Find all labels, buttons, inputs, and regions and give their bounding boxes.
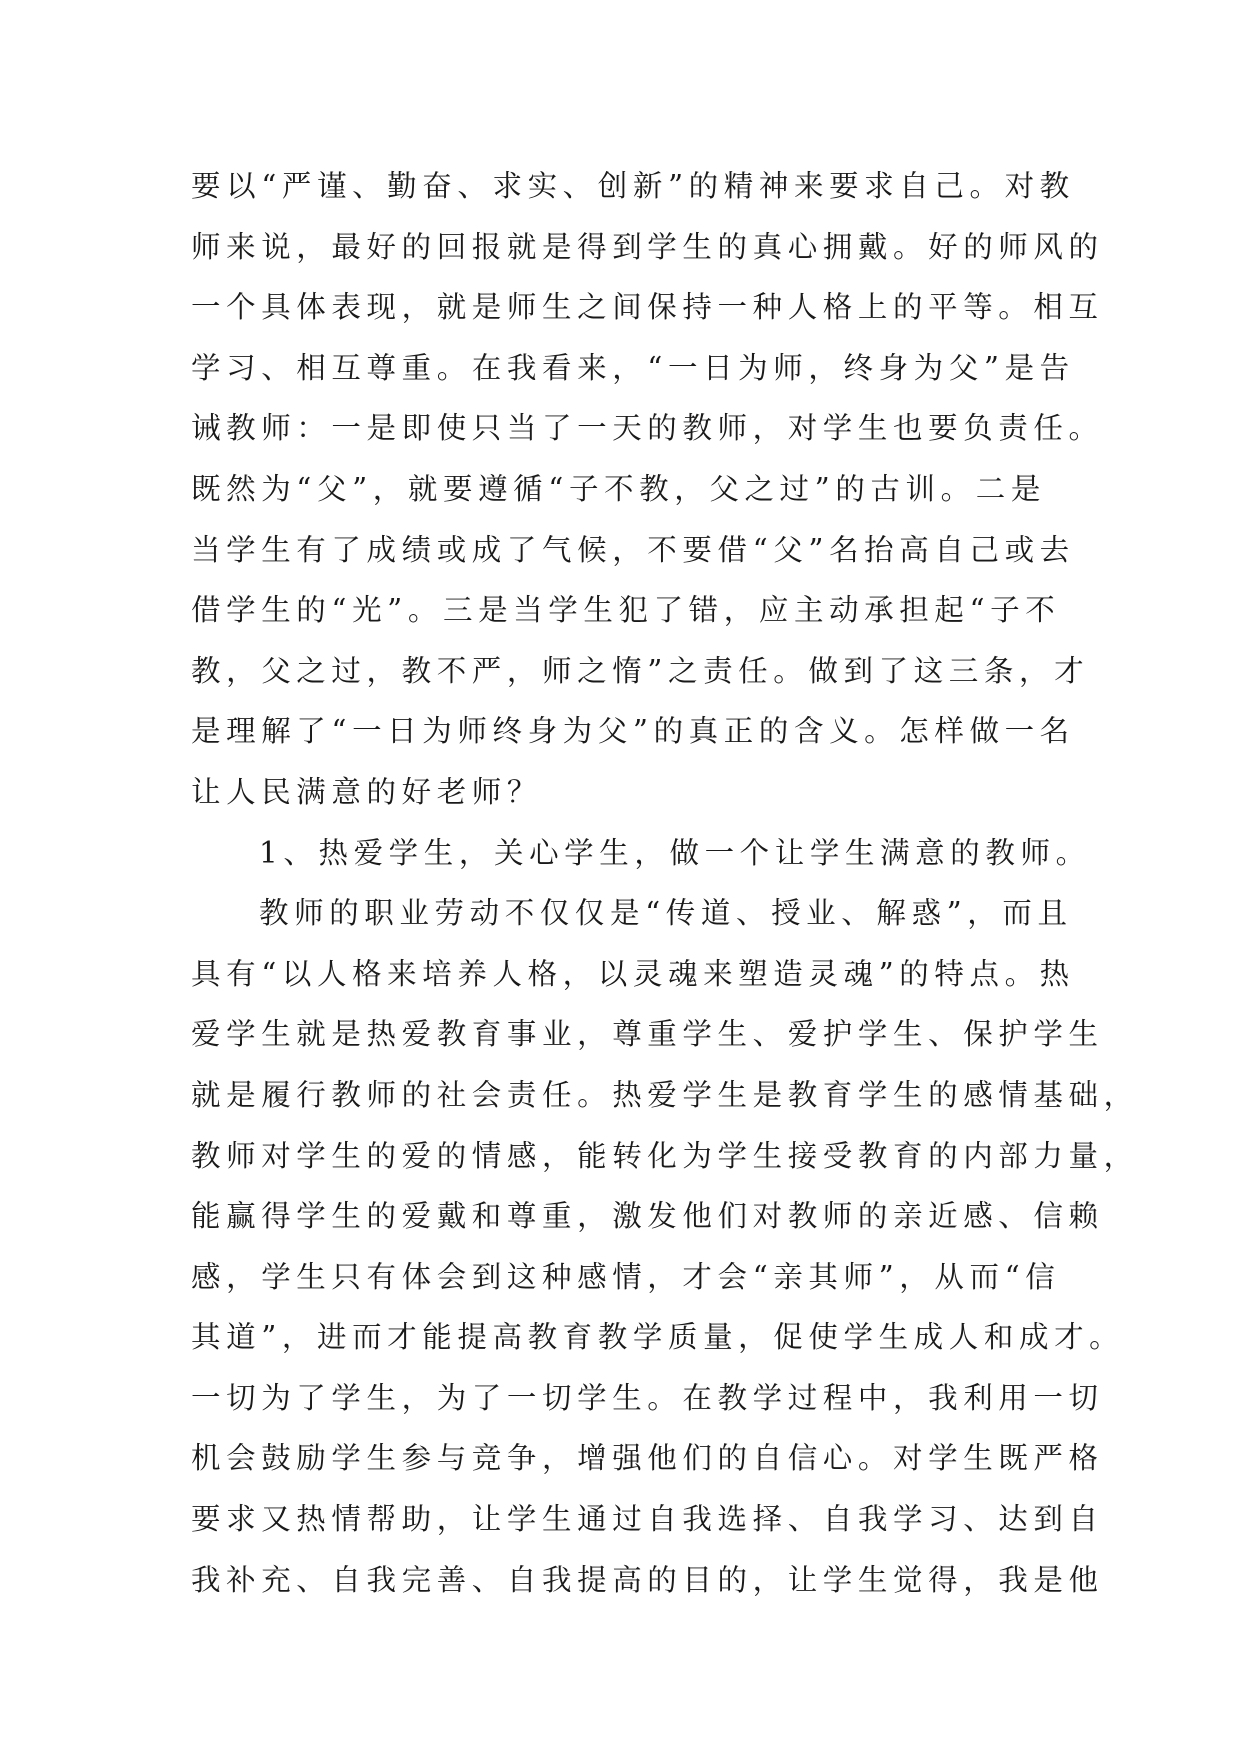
text-line: 能赢得学生的爱戴和尊重，激发他们对教师的亲近感、信赖 <box>191 1199 1104 1234</box>
text-line: 就是履行教师的社会责任。热爱学生是教育学生的感情基础， <box>191 1077 1139 1112</box>
text-line: 要以“严谨、勤奋、求实、创新”的精神来要求自己。对教 <box>191 169 1075 203</box>
paragraph-first-line: 教师的职业劳动不仅仅是“传道、授业、解惑”，而且 <box>259 896 1073 931</box>
body-text <box>191 156 1139 1610</box>
text-line: 学习、相互尊重。在我看来，“一日为师，终身为父”是告 <box>191 350 1075 385</box>
text-line: 让人民满意的好老师？ <box>191 774 543 809</box>
text-line: 其道”，进而才能提高教育教学质量，促使学生成人和成才。 <box>191 1320 1125 1355</box>
text-line: 教，父之过，教不严，师之惰”之责任。做到了这三条，才 <box>191 653 1090 688</box>
text-line: 诫教师：一是即使只当了一天的教师，对学生也要负责任。 <box>191 411 1104 446</box>
text-line: 既然为“父”，就要遵循“子不教，父之过”的古训。二是 <box>191 471 1046 506</box>
text-line: 师来说，最好的回报就是得到学生的真心拥戴。好的师风的 <box>191 229 1104 264</box>
text-line: 机会鼓励学生参与竞争，增强他们的自信心。对学生既严格 <box>191 1441 1104 1476</box>
text-line: 具有“以人格来培养人格，以灵魂来塑造灵魂”的特点。热 <box>191 956 1075 991</box>
text-line: 我补充、自我完善、自我提高的目的，让学生觉得，我是他 <box>191 1562 1104 1597</box>
text-line: 一个具体表现，就是师生之间保持一种人格上的平等。相互 <box>191 290 1104 325</box>
text-line: 教师对学生的爱的情感，能转化为学生接受教育的内部力量， <box>191 1138 1139 1173</box>
section-heading: 1、热爱学生，关心学生，做一个让学生满意的教师。 <box>259 835 1091 870</box>
text-line: 感，学生只有体会到这种感情，才会“亲其师”，从而“信 <box>191 1259 1061 1294</box>
text-line: 是理解了“一日为师终身为父”的真正的含义。怎样做一名 <box>191 714 1075 749</box>
text-line: 要求又热情帮助，让学生通过自我选择、自我学习、达到自 <box>191 1502 1104 1537</box>
text-line: 爱学生就是热爱教育事业，尊重学生、爱护学生、保护学生 <box>191 1017 1104 1052</box>
text-line: 借学生的“光”。三是当学生犯了错，应主动承担起“子不 <box>191 593 1061 628</box>
text-line: 当学生有了成绩或成了气候，不要借“父”名抬高自己或去 <box>191 532 1075 567</box>
text-line: 一切为了学生，为了一切学生。在教学过程中，我利用一切 <box>191 1380 1104 1415</box>
